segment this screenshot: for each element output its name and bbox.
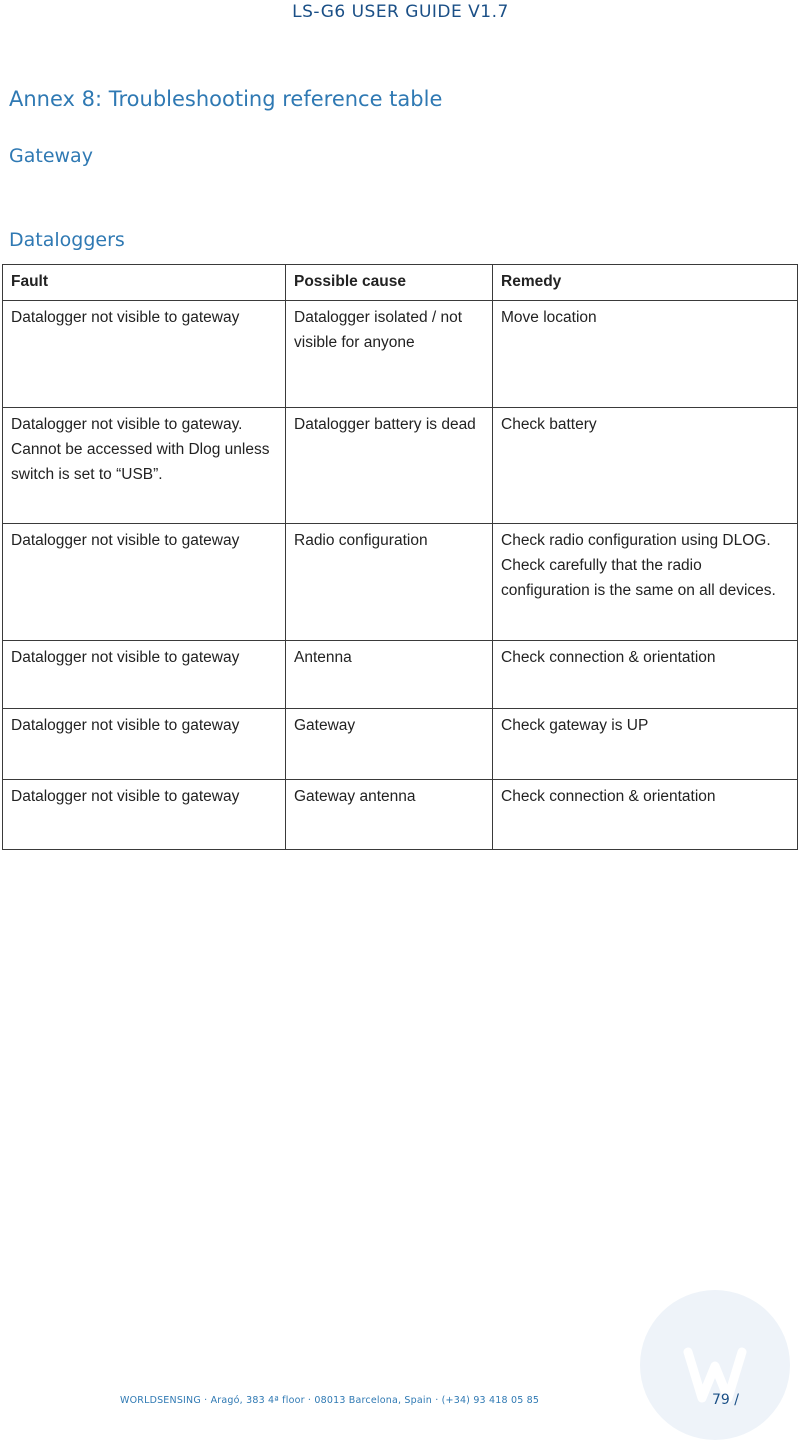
- dataloggers-section-title: Dataloggers: [9, 229, 125, 251]
- annex-title: Annex 8: Troubleshooting reference table: [9, 87, 443, 111]
- cause-cell: Gateway antenna: [286, 780, 493, 850]
- table-row: [3, 408, 798, 524]
- fault-cell: Datalogger not visible to gateway: [3, 301, 286, 408]
- fault-cell: Datalogger not visible to gateway: [3, 780, 286, 850]
- document-header: LS-G6 USER GUIDE V1.7: [292, 2, 509, 22]
- page-footer: [0, 1392, 801, 1412]
- fault-cell: Datalogger not visible to gateway: [3, 709, 286, 780]
- table-row: [3, 780, 798, 850]
- troubleshooting-table: [2, 264, 798, 850]
- header-fault: Fault: [3, 265, 286, 301]
- table-header-row: [3, 265, 798, 301]
- table-row: [3, 524, 798, 641]
- remedy-cell: Check battery: [493, 408, 798, 524]
- table-row: [3, 301, 798, 408]
- footer-address: WORLDSENSING · Aragó, 383 4ª floor · 08013 Barcelona, Spain · (+34) 93 418 05 85: [120, 1395, 540, 1406]
- table-row: [3, 641, 798, 709]
- remedy-cell: Check connection & orientation: [493, 641, 798, 709]
- fault-cell: Datalogger not visible to gateway: [3, 641, 286, 709]
- cause-cell: Gateway: [286, 709, 493, 780]
- cause-cell: Antenna: [286, 641, 493, 709]
- fault-cell: Datalogger not visible to gateway: [3, 524, 286, 641]
- header-remedy: Remedy: [493, 265, 798, 301]
- page-number: 79 /: [712, 1392, 739, 1408]
- cause-cell: Datalogger isolated / not visible for anyone: [286, 301, 493, 408]
- table-row: [3, 709, 798, 780]
- cause-cell: Radio configuration: [286, 524, 493, 641]
- remedy-cell: Move location: [493, 301, 798, 408]
- header-possible-cause: Possible cause: [286, 265, 493, 301]
- remedy-cell: Check radio configuration using DLOG. Check carefully that the radio configuration is the same on all devices.: [493, 524, 798, 641]
- worldsensing-logo-icon: [640, 1290, 790, 1440]
- remedy-cell: Check gateway is UP: [493, 709, 798, 780]
- cause-cell: Datalogger battery is dead: [286, 408, 493, 524]
- gateway-section-title: Gateway: [9, 145, 93, 167]
- remedy-cell: Check connection & orientation: [493, 780, 798, 850]
- fault-cell: Datalogger not visible to gateway. Cannot be accessed with Dlog unless switch is set to “USB”.: [3, 408, 286, 524]
